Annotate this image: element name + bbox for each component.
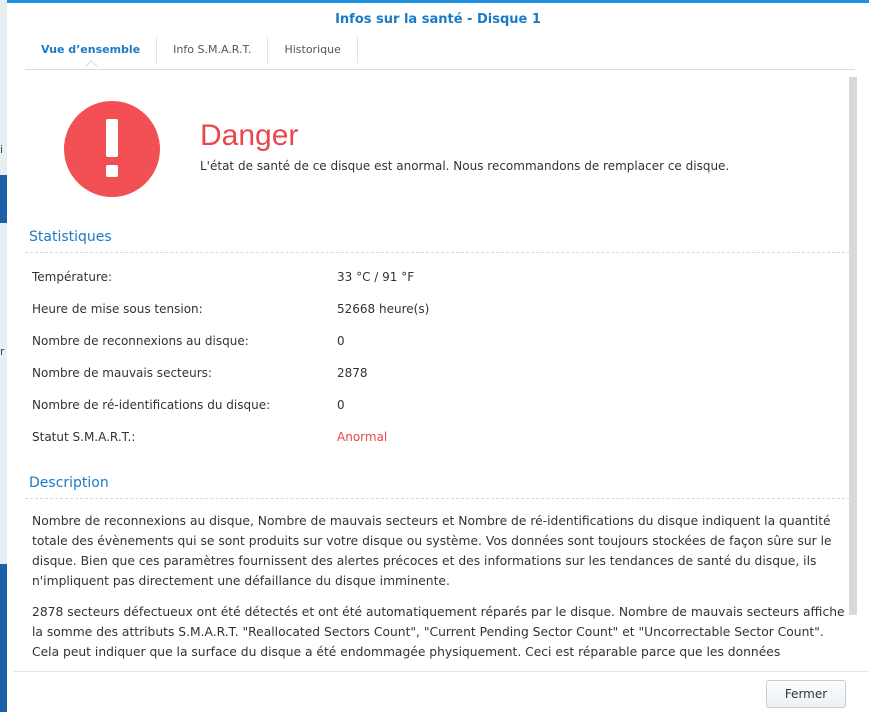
- stat-label: Température:: [32, 270, 113, 284]
- tab-divider: [25, 69, 855, 70]
- close-button[interactable]: Fermer: [766, 680, 846, 708]
- stat-value: 0: [337, 334, 345, 348]
- background-glyph: i: [0, 143, 4, 156]
- tab-label: Historique: [284, 43, 341, 56]
- health-status-message: L'état de santé de ce disque est anormal. Nous recommandons de remplacer ce disque.: [200, 159, 730, 173]
- tab-label: Vue d’ensemble: [41, 43, 141, 56]
- health-info-dialog: [7, 0, 869, 712]
- statistics-heading: Statistiques: [25, 229, 855, 253]
- background-selected-row: [0, 175, 7, 223]
- tab-history[interactable]: [268, 37, 357, 63]
- stat-value: 52668 heure(s): [337, 302, 430, 316]
- background-window-edge: [0, 0, 7, 712]
- background-glyph: r: [0, 345, 5, 358]
- stat-label: Nombre de mauvais secteurs:: [32, 366, 212, 380]
- stat-label: Nombre de reconnexions au disque:: [32, 334, 249, 348]
- overview-panel: [25, 71, 855, 671]
- stat-value: 0: [337, 398, 345, 412]
- tab-overview[interactable]: [25, 37, 157, 63]
- health-status-title: Danger: [200, 119, 299, 152]
- content-scrollbar[interactable]: [849, 77, 857, 615]
- description-paragraph: Nombre de reconnexions au disque, Nombre de mauvais secteurs et Nombre de ré-identifications du disque indiquent la quantité totale des évènements qui se sont produits sur votre disque ou système. Vos données sont toujours stockées de façon sûre sur le disque. Bien que ces paramètres fournissent des alertes précoces et des informations sur les tendances de santé du disque, ils n'impliquent pas directement une défaillance du disque imminente.: [32, 514, 832, 588]
- stat-value: 2878: [337, 366, 368, 380]
- exclamation-icon: [64, 101, 160, 197]
- tab-label: Info S.M.A.R.T.: [173, 43, 252, 56]
- stat-label: Statut S.M.A.R.T.:: [32, 430, 136, 444]
- tab-bar: [25, 37, 358, 69]
- background-panel: [0, 564, 7, 712]
- description-heading: Description: [25, 475, 855, 499]
- footer-divider: [14, 671, 869, 672]
- stat-label: Nombre de ré-identifications du disque:: [32, 398, 271, 412]
- dialog-title: Infos sur la santé - Disque 1: [335, 12, 541, 27]
- tab-smart-info[interactable]: [157, 37, 268, 63]
- exclamation-bar: [106, 119, 118, 157]
- stat-label: Heure de mise sous tension:: [32, 302, 203, 316]
- exclamation-dot: [106, 165, 118, 177]
- smart-status-value: Anormal: [337, 430, 388, 444]
- description-paragraph: 2878 secteurs défectueux ont été détectés et ont été automatiquement réparés par le disque. Nombre de mauvais secteurs affiche la somme des attributs S.M.A.R.T. "Reallocated Sectors Count", "Current Pending Sector Count" et "Uncorrectable Sector Count". Cela peut indiquer que la surface du disque a été endommagée physiquement. Ceci est réparable parce que les données: [32, 605, 845, 659]
- stat-value: 33 °C / 91 °F: [337, 270, 415, 284]
